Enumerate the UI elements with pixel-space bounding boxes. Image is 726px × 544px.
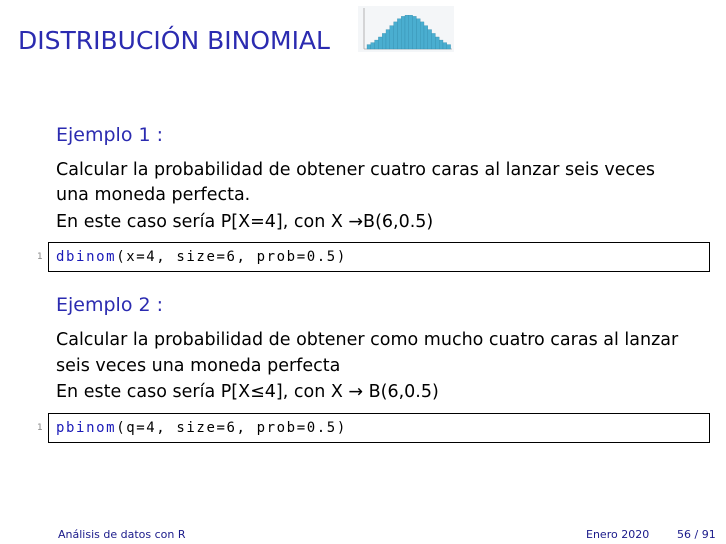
example-2-line: Calcular la probabilidad de obtener como mucho cuatro caras al lanzar — [56, 330, 679, 350]
code-function: dbinom — [56, 249, 117, 265]
histogram-bar — [375, 40, 379, 49]
histogram-bar — [390, 26, 394, 49]
code-function: pbinom — [56, 420, 117, 436]
example-1-line: una moneda perfecta. — [56, 185, 251, 205]
example-1-line: Calcular la probabilidad de obtener cuatro caras al lanzar seis veces — [56, 160, 656, 180]
code-line — [49, 249, 347, 265]
histogram-bar — [367, 45, 371, 49]
footer-page-number: 56 / 91 — [677, 528, 716, 541]
histogram-bar — [447, 45, 451, 49]
code-args: (q=4, size=6, prob=0.5) — [116, 420, 347, 436]
code-block-1 — [37, 242, 710, 272]
histogram-bar — [382, 33, 386, 49]
histogram-bar — [394, 22, 398, 49]
histogram-bar — [413, 16, 417, 49]
histogram-bar — [405, 15, 409, 49]
histogram-bar — [409, 15, 413, 49]
histogram-bar — [432, 33, 436, 49]
footer-course-title: Análisis de datos con R — [58, 528, 186, 541]
line-number: 1 — [37, 252, 43, 262]
histogram-bar — [428, 30, 432, 49]
histogram-bar — [443, 43, 447, 49]
histogram-bar — [397, 19, 401, 49]
example-2-heading: Ejemplo 2 : — [56, 294, 164, 316]
histogram-bar — [401, 16, 405, 49]
example-1-line: En este caso sería P[X=4], con X →B(6,0.5) — [56, 212, 434, 232]
histogram-bar — [420, 22, 424, 49]
histogram-bar — [435, 37, 439, 49]
slide-title: DISTRIBUCIÓN BINOMIAL — [18, 26, 330, 55]
code-args: (x=4, size=6, prob=0.5) — [116, 249, 347, 265]
footer-date: Enero 2020 — [586, 528, 650, 541]
histogram-bar — [386, 30, 390, 49]
histogram-bar — [424, 26, 428, 49]
example-1-heading: Ejemplo 1 : — [56, 124, 164, 146]
histogram-bar — [371, 43, 375, 49]
histogram-bar — [378, 37, 382, 49]
histogram-logo-icon — [358, 6, 454, 52]
histogram-bar — [439, 40, 443, 49]
example-2-line: En este caso sería P[X≤4], con X → B(6,0.5) — [56, 382, 439, 402]
line-number: 1 — [37, 423, 43, 433]
code-line — [49, 420, 347, 436]
histogram-bar — [416, 19, 420, 49]
code-block-2 — [37, 413, 710, 443]
example-2-line: seis veces una moneda perfecta — [56, 356, 341, 376]
